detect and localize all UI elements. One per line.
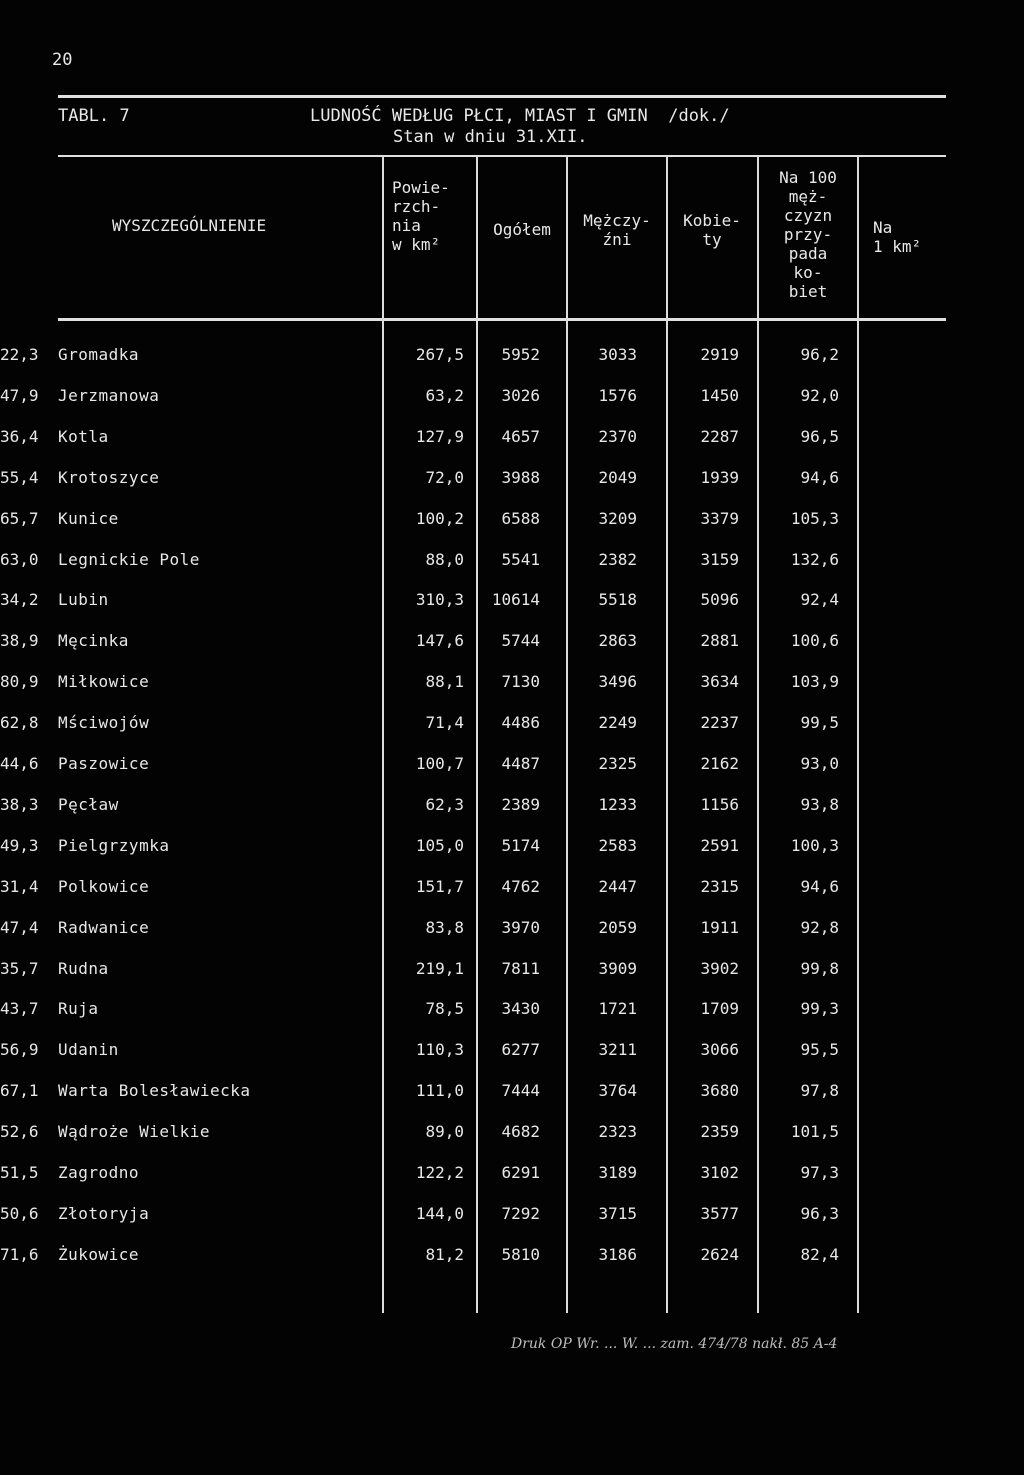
cell-area: 111,0 (415, 1081, 464, 1101)
table-row (0, 550, 1024, 580)
cell-men: 2049 (598, 467, 637, 487)
print-footer: Druk OP Wr. ... W. ... zam. 474/78 nakł. 85 A-4 (511, 1336, 838, 1352)
cell-area: 89,0 (425, 1122, 464, 1142)
cell-total: 5744 (501, 631, 540, 651)
table-row (0, 1204, 1024, 1234)
cell-density: 34,2 (0, 590, 39, 610)
cell-total: 4762 (501, 876, 540, 896)
cell-men: 3764 (598, 1081, 637, 1101)
cell-women: 2359 (700, 1122, 739, 1142)
cell-women: 2315 (700, 876, 739, 896)
cell-total: 2389 (501, 794, 540, 814)
cell-total: 3026 (501, 385, 540, 405)
cell-name: Złotoryja (58, 1203, 150, 1223)
cell-women: 5096 (700, 590, 739, 610)
cell-name: Kunice (58, 508, 119, 528)
table-row (0, 1040, 1024, 1070)
cell-name: Warta Bolesławiecka (58, 1081, 251, 1101)
cell-area: 88,1 (425, 672, 464, 692)
cell-women: 1911 (700, 917, 739, 937)
cell-name: Udanin (58, 1040, 119, 1060)
column-header-men: Mężczy- źni (583, 211, 651, 249)
table-row (0, 1163, 1024, 1193)
table-row (0, 877, 1024, 907)
cell-name: Pęcław (58, 794, 119, 814)
cell-men: 2447 (598, 876, 637, 896)
table-subheading: Stan w dniu 31.XII. (393, 127, 588, 147)
cell-women: 2287 (700, 426, 739, 446)
cell-men: 2370 (598, 426, 637, 446)
table-row (0, 959, 1024, 989)
column-header-name: WYSZCZEGÓLNIENIE (112, 216, 267, 235)
cell-area: 62,3 (425, 794, 464, 814)
cell-area: 72,0 (425, 467, 464, 487)
cell-ratio: 92,4 (800, 590, 839, 610)
cell-density: 56,9 (0, 1040, 39, 1060)
cell-women: 2624 (700, 1244, 739, 1264)
table-row (0, 427, 1024, 457)
cell-women: 3577 (700, 1203, 739, 1223)
cell-men: 2323 (598, 1122, 637, 1142)
cell-name: Radwanice (58, 917, 150, 937)
cell-area: 100,7 (415, 754, 464, 773)
cell-total: 5952 (501, 345, 540, 364)
cell-name: Miłkowice (58, 672, 150, 692)
cell-ratio: 96,2 (800, 345, 839, 364)
cell-density: 47,9 (0, 385, 39, 405)
table-row (0, 713, 1024, 743)
cell-women: 2237 (700, 713, 739, 733)
cell-total: 7130 (501, 672, 540, 692)
cell-total: 4657 (501, 426, 540, 446)
cell-women: 3634 (700, 672, 739, 692)
cell-total: 3988 (501, 467, 540, 487)
cell-women: 1450 (700, 385, 739, 405)
cell-area: 71,4 (425, 713, 464, 733)
column-header-total: Ogółem (493, 220, 551, 239)
cell-area: 63,2 (425, 385, 464, 405)
cell-area: 78,5 (425, 999, 464, 1019)
cell-women: 2162 (700, 754, 739, 773)
cell-name: Jerzmanowa (58, 385, 160, 405)
cell-density: 62,8 (0, 713, 39, 733)
cell-ratio: 92,8 (800, 917, 839, 937)
cell-men: 2059 (598, 917, 637, 937)
column-header-density: Na 1 km² (873, 218, 922, 256)
cell-women: 2591 (700, 835, 739, 855)
cell-area: 105,0 (415, 835, 464, 855)
cell-ratio: 82,4 (800, 1244, 839, 1264)
header-top-rule (58, 155, 946, 157)
cell-women: 2881 (700, 631, 739, 651)
cell-ratio: 92,0 (800, 385, 839, 405)
cell-ratio: 99,8 (800, 958, 839, 978)
cell-women: 1709 (700, 999, 739, 1019)
cell-ratio: 93,8 (800, 794, 839, 814)
cell-name: Lubin (58, 590, 109, 610)
cell-name: Rudna (58, 958, 109, 978)
cell-men: 3909 (598, 958, 637, 978)
cell-total: 6588 (501, 508, 540, 528)
cell-total: 5541 (501, 549, 540, 569)
cell-area: 110,3 (415, 1040, 464, 1060)
cell-women: 3102 (700, 1163, 739, 1182)
cell-area: 151,7 (415, 876, 464, 896)
table-row (0, 386, 1024, 416)
table-row (0, 1081, 1024, 1111)
cell-density: 63,0 (0, 549, 39, 569)
cell-ratio: 132,6 (790, 549, 839, 569)
cell-ratio: 100,6 (790, 631, 839, 651)
cell-name: Ruja (58, 999, 99, 1019)
cell-total: 7292 (501, 1203, 540, 1223)
cell-density: 51,5 (0, 1163, 39, 1182)
cell-women: 3159 (700, 549, 739, 569)
cell-name: Wądroże Wielkie (58, 1122, 210, 1142)
cell-ratio: 97,8 (800, 1081, 839, 1101)
cell-ratio: 100,3 (790, 835, 839, 855)
table-row (0, 672, 1024, 702)
cell-ratio: 99,3 (800, 999, 839, 1019)
cell-density: 31,4 (0, 876, 39, 896)
cell-total: 3430 (501, 999, 540, 1019)
cell-men: 3211 (598, 1040, 637, 1060)
cell-area: 219,1 (415, 958, 464, 978)
cell-name: Zagrodno (58, 1163, 140, 1182)
cell-name: Męcinka (58, 631, 129, 651)
cell-women: 3379 (700, 508, 739, 528)
cell-men: 3189 (598, 1163, 637, 1182)
cell-men: 2325 (598, 754, 637, 773)
cell-women: 1156 (700, 794, 739, 814)
column-header-ratio: Na 100 męż- czyzn przy- pada ko- biet (779, 168, 837, 301)
cell-men: 2249 (598, 713, 637, 733)
cell-women: 1939 (700, 467, 739, 487)
cell-name: Krotoszyce (58, 467, 160, 487)
cell-area: 144,0 (415, 1203, 464, 1223)
cell-men: 2382 (598, 549, 637, 569)
cell-area: 267,5 (415, 345, 464, 364)
cell-ratio: 96,5 (800, 426, 839, 446)
table-heading: LUDNOŚĆ WEDŁUG PŁCI, MIAST I GMIN /dok./ (310, 106, 730, 126)
cell-density: 44,6 (0, 754, 39, 773)
cell-ratio: 97,3 (800, 1163, 839, 1182)
cell-name: Żukowice (58, 1244, 140, 1264)
cell-density: 43,7 (0, 999, 39, 1019)
cell-men: 2863 (598, 631, 637, 651)
cell-total: 6277 (501, 1040, 540, 1060)
column-header-area: Powie- rzch- nia w km² (392, 178, 450, 254)
cell-name: Polkowice (58, 876, 150, 896)
cell-ratio: 95,5 (800, 1040, 839, 1060)
cell-density: 55,4 (0, 467, 39, 487)
header-bottom-rule (58, 318, 946, 321)
cell-ratio: 103,9 (790, 672, 839, 692)
cell-ratio: 94,6 (800, 467, 839, 487)
cell-density: 36,4 (0, 426, 39, 446)
cell-total: 4486 (501, 713, 540, 733)
cell-total: 4682 (501, 1122, 540, 1142)
cell-women: 2919 (700, 345, 739, 364)
table-row (0, 754, 1024, 784)
cell-total: 5174 (501, 835, 540, 855)
cell-area: 83,8 (425, 917, 464, 937)
cell-name: Legnickie Pole (58, 549, 200, 569)
cell-area: 122,2 (415, 1163, 464, 1182)
cell-men: 1576 (598, 385, 637, 405)
table-row (0, 590, 1024, 620)
cell-ratio: 96,3 (800, 1203, 839, 1223)
cell-area: 100,2 (415, 508, 464, 528)
cell-ratio: 94,6 (800, 876, 839, 896)
cell-total: 5810 (501, 1244, 540, 1264)
page-number: 20 (52, 50, 73, 70)
cell-ratio: 99,5 (800, 713, 839, 733)
cell-men: 3715 (598, 1203, 637, 1223)
cell-men: 3496 (598, 672, 637, 692)
cell-men: 5518 (598, 590, 637, 610)
cell-name: Mściwojów (58, 713, 150, 733)
top-rule (58, 95, 946, 98)
table-row (0, 836, 1024, 866)
cell-women: 3680 (700, 1081, 739, 1101)
table-row (0, 1122, 1024, 1152)
cell-men: 3033 (598, 345, 637, 364)
table-row (0, 345, 1024, 375)
cell-name: Kotla (58, 426, 109, 446)
table-row (0, 509, 1024, 539)
cell-total: 6291 (501, 1163, 540, 1182)
table-row (0, 999, 1024, 1029)
cell-men: 2583 (598, 835, 637, 855)
cell-density: 38,9 (0, 631, 39, 651)
table-row (0, 1245, 1024, 1275)
cell-density: 71,6 (0, 1244, 39, 1264)
cell-density: 80,9 (0, 672, 39, 692)
cell-area: 147,6 (415, 631, 464, 651)
cell-total: 10614 (491, 590, 540, 610)
cell-name: Pielgrzymka (58, 835, 170, 855)
table-row (0, 795, 1024, 825)
cell-density: 52,6 (0, 1122, 39, 1142)
cell-density: 67,1 (0, 1081, 39, 1101)
cell-area: 310,3 (415, 590, 464, 610)
column-header-women: Kobie- ty (683, 211, 741, 249)
cell-density: 38,3 (0, 794, 39, 814)
cell-total: 7444 (501, 1081, 540, 1101)
cell-density: 49,3 (0, 835, 39, 855)
cell-total: 3970 (501, 917, 540, 937)
cell-area: 88,0 (425, 549, 464, 569)
cell-men: 3186 (598, 1244, 637, 1264)
cell-ratio: 105,3 (790, 508, 839, 528)
cell-density: 65,7 (0, 508, 39, 528)
cell-total: 7811 (501, 958, 540, 978)
cell-men: 1233 (598, 794, 637, 814)
table-row (0, 631, 1024, 661)
cell-area: 81,2 (425, 1244, 464, 1264)
cell-name: Paszowice (58, 754, 150, 773)
cell-men: 1721 (598, 999, 637, 1019)
cell-area: 127,9 (415, 426, 464, 446)
cell-women: 3902 (700, 958, 739, 978)
cell-ratio: 93,0 (800, 754, 839, 773)
cell-density: 22,3 (0, 345, 39, 364)
table-label: TABL. 7 (58, 106, 130, 126)
table-row (0, 918, 1024, 948)
cell-total: 4487 (501, 754, 540, 773)
table-row (0, 468, 1024, 498)
cell-name: Gromadka (58, 345, 140, 364)
cell-men: 3209 (598, 508, 637, 528)
cell-ratio: 101,5 (790, 1122, 839, 1142)
cell-density: 35,7 (0, 958, 39, 978)
cell-density: 50,6 (0, 1203, 39, 1223)
cell-women: 3066 (700, 1040, 739, 1060)
cell-density: 47,4 (0, 917, 39, 937)
